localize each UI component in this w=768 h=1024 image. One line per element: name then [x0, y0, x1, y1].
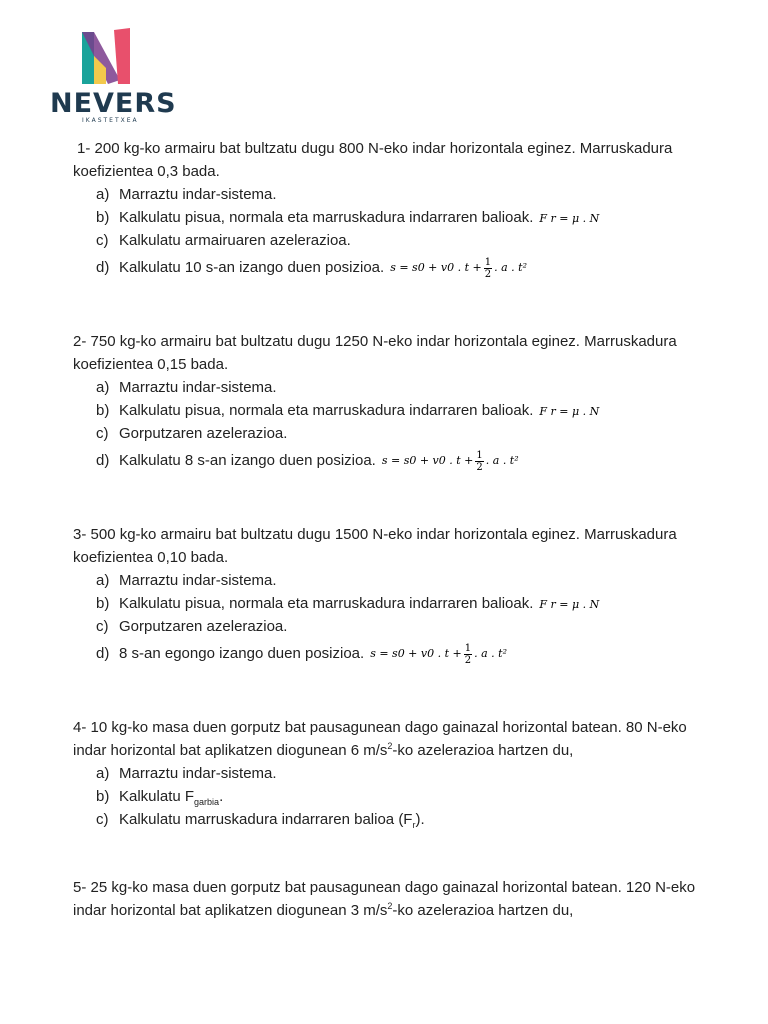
list-item: c) Gorputzaren azelerazioa. — [96, 618, 288, 635]
list-item: c) Kalkulatu marruskadura indarraren balioa $(F_r)$. — [96, 811, 425, 830]
nevers-logo-icon — [80, 28, 134, 84]
exercise-intro: 2- 750 kg-ko armairu bat bultzatu dugu 1250 N-eko indar horizontala eginez. Marruskadura koefizientea 0,15 bada. — [73, 333, 677, 373]
list-item: b) Kalkulatu $F_{garbia}$. — [96, 788, 224, 807]
exercise-intro: 3- 500 kg-ko armairu bat bultzatu dugu 1500 N-eko indar horizontala eginez. Marruskadura koefizientea 0,10 bada. — [73, 526, 677, 566]
list-item: d) Kalkulatu 10 s-an izango duen posizioa. s = s0 + v0 . t + $\frac{1}{2}$ . a . t² — [73, 252, 713, 284]
friction-formula: F r = μ . N — [539, 211, 600, 225]
exercise-1 — [73, 137, 713, 284]
exercise-3 — [73, 523, 713, 670]
list-item: b) Kalkulatu pisua, normala eta marruskadura indarraren balioak. F r = μ . N — [73, 399, 713, 422]
position-formula: s = s0 + v0 . t + $\frac{1}{2}$ . a . t² — [370, 642, 507, 666]
exercise-2 — [73, 330, 713, 477]
list-item: a) Marraztu indar-sistema. — [96, 379, 277, 396]
list-item: c) Gorputzaren azelerazioa. — [96, 425, 288, 442]
position-formula: s = s0 + v0 . t + $\frac{1}{2}$ . a . t² — [390, 256, 527, 280]
list-item: b) Kalkulatu pisua, normala eta marruskadura indarraren balioak. F r = μ . N — [73, 592, 713, 615]
friction-formula: F r = μ . N — [539, 597, 600, 611]
exercise-intro: 1- 200 kg-ko armairu bat bultzatu dugu 800 N-eko indar horizontala eginez. Marruskadura koefizientea 0,3 bada. — [73, 140, 673, 180]
logo-subtitle: IKASTETXEA — [82, 117, 139, 124]
exercise-intro: 4- 10 kg-ko masa duen gorputz bat pausagunean dago gainazal horizontal batean. 80 N-eko indar horizontal bat aplikatzen diogunean 6 $m/s^2-ko$ azelerazioa hartzen du, — [73, 719, 687, 759]
list-item: c) Kalkulatu armairuaren azelerazioa. — [96, 232, 351, 249]
list-item: a) Marraztu indar-sistema. — [96, 186, 277, 203]
list-item: d) 8 s-an egongo izango duen posizioa. s = s0 + v0 . t + $\frac{1}{2}$ . a . t² — [73, 638, 713, 670]
position-formula: s = s0 + v0 . t + $\frac{1}{2}$ . a . t² — [381, 449, 519, 473]
school-logo — [50, 28, 177, 126]
list-item: b) Kalkulatu pisua, normala eta marruskadura indarraren balioak. F r = μ . N — [73, 206, 713, 229]
list-item: d) Kalkulatu 8 s-an izango duen posizioa. s = s0 + v0 . t + $\frac{1}{2}$ . a . t² — [73, 445, 713, 477]
exercise-4 — [73, 716, 713, 831]
exercise-intro: 5- 25 kg-ko masa duen gorputz bat pausagunean dago gainazal horizontal batean. 120 N-eko indar horizontal bat aplikatzen diogunean 3 $m/s^2-ko$ azelerazioa hartzen du, — [73, 879, 696, 919]
list-item: a) Marraztu indar-sistema. — [96, 765, 277, 782]
friction-formula: F r = μ . N — [539, 404, 600, 418]
list-item: a) Marraztu indar-sistema. — [96, 572, 277, 589]
logo-brand: NEVERS — [50, 88, 177, 119]
exercise-5 — [73, 876, 713, 922]
